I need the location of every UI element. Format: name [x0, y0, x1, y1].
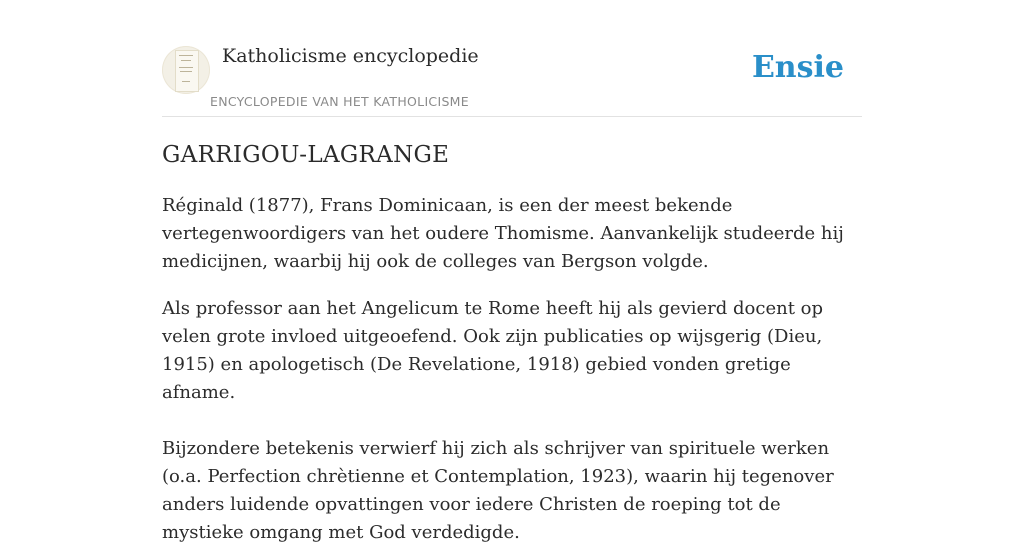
- article-paragraph: Als professor aan het Angelicum te Rome heeft hij als gevierd docent op velen grote invloed uitgeoefend. Ook zijn publicaties op wijsgerig (Dieu, 1915) en apologetisch (De Revelatione, 1918) gebied vonden gretige afname. Bijzondere betekenis verwierf hij zich als schrijver van spirituele werken (o.a. Perfection chrètienne et Contemplation, 1923), waarin hij tegenover anders luidende opvattingen voor iedere Christen de roeping tot de mystieke omgang met God verdedigde.: [162, 298, 834, 543]
- article-title: GARRIGOU-LAGRANGE: [162, 142, 450, 168]
- article-paragraph: Réginald (1877), Frans Dominicaan, is een der meest bekende vertegenwoordigers van het oudere Thomisme. Aanvankelijk studeerde hij medicijnen, waarbij hij ook de colleges van Bergson volgde.: [162, 195, 844, 272]
- encyclopedia-logo-icon[interactable]: [162, 46, 210, 94]
- site-header: [162, 0, 862, 117]
- ensie-brand-link[interactable]: Ensie: [751, 50, 844, 85]
- site-title[interactable]: Katholicisme encyclopedie: [222, 45, 479, 67]
- book-cover-icon: [175, 50, 199, 92]
- site-subtitle: ENCYCLOPEDIE VAN HET KATHOLICISME: [210, 94, 469, 109]
- article-content: [162, 138, 867, 547]
